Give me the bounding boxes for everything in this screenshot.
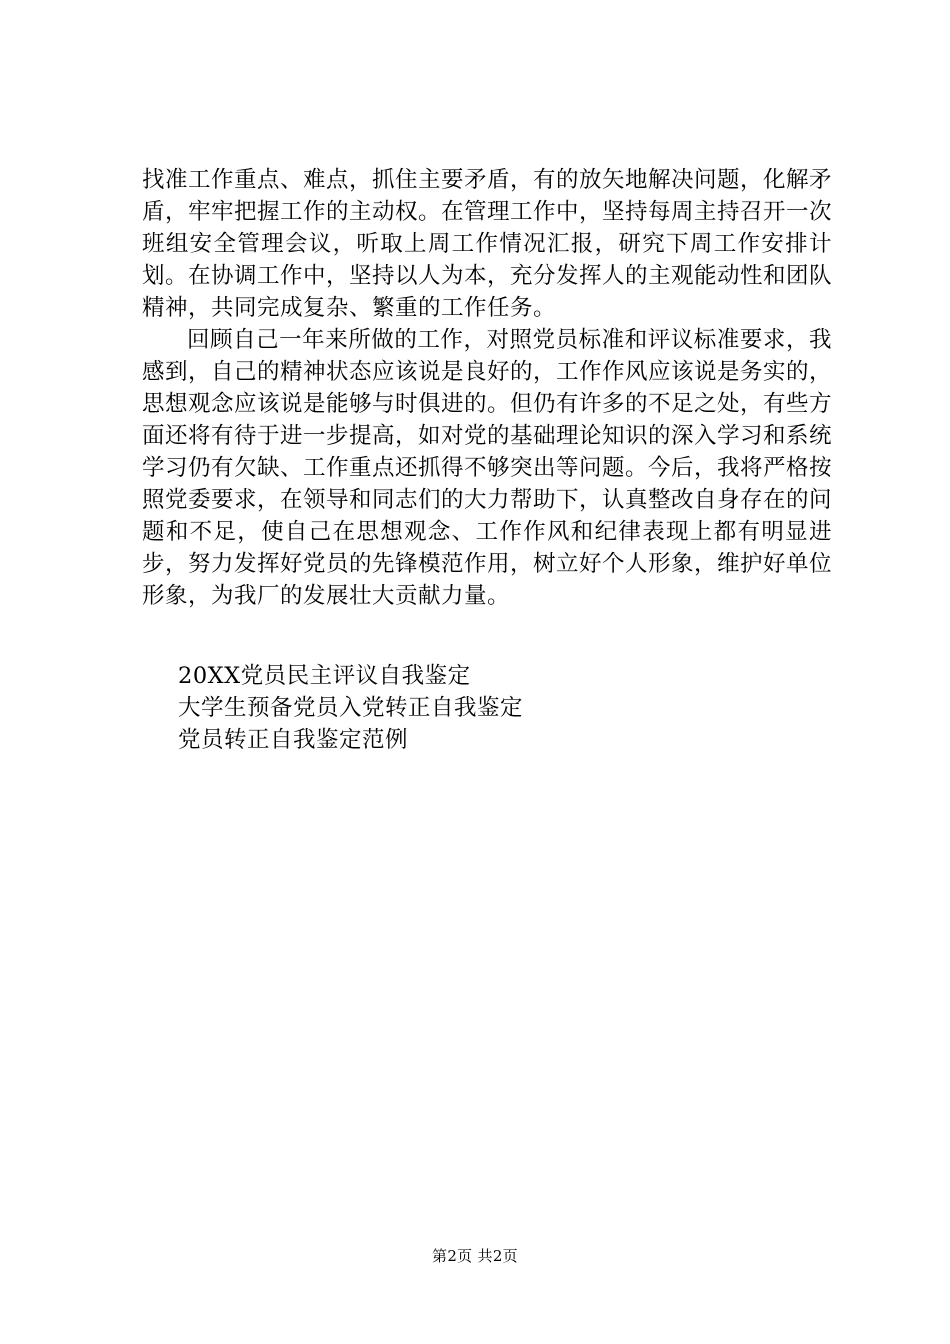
related-link-probationary-member[interactable]: 大学生预备党员入党转正自我鉴定 <box>178 695 524 721</box>
related-link-regularization-example[interactable]: 党员转正自我鉴定范例 <box>178 727 409 753</box>
paragraph-continuation: 找准工作重点、难点，抓住主要矛盾，有的放矢地解决问题，化解矛盾，牢牢把握工作的主动权。在管理工作中，坚持每周主持召开一次班组安全管理会议，听取上周工作情况汇报，研究下周工作安排计划。在协调工作中，坚持以人为本，充分发挥人的主观能动性和团队精神，共同完成复杂、繁重的工作任务。 <box>142 167 833 321</box>
paragraph-review: 回顾自己一年来所做的工作，对照党员标准和评议标准要求，我感到，自己的精神状态应该说是良好的，工作作风应该说是务实的，思想观念应该说是能够与时俱进的。但仍有许多的不足之处，有些方面还将有待于进一步提高，如对党的基础理论知识的深入学习和系统学习仍有欠缺、工作重点还抓得不够突出等问题。今后，我将严格按照党委要求，在领导和同志们的大力帮助下，认真整改自身存在的问题和不足，使自己在思想观念、工作作风和纪律表现上都有明显进步，努力发挥好党员的先锋模范作用，树立好个人形象，维护好单位形象，为我厂的发展壮大贡献力量。 <box>142 327 833 609</box>
page-footer: 第2页 共2页 <box>432 1247 518 1265</box>
related-link-evaluation[interactable]: 20XX党员民主评议自我鉴定 <box>178 663 471 689</box>
document-body <box>142 164 832 612</box>
related-links <box>178 660 818 756</box>
